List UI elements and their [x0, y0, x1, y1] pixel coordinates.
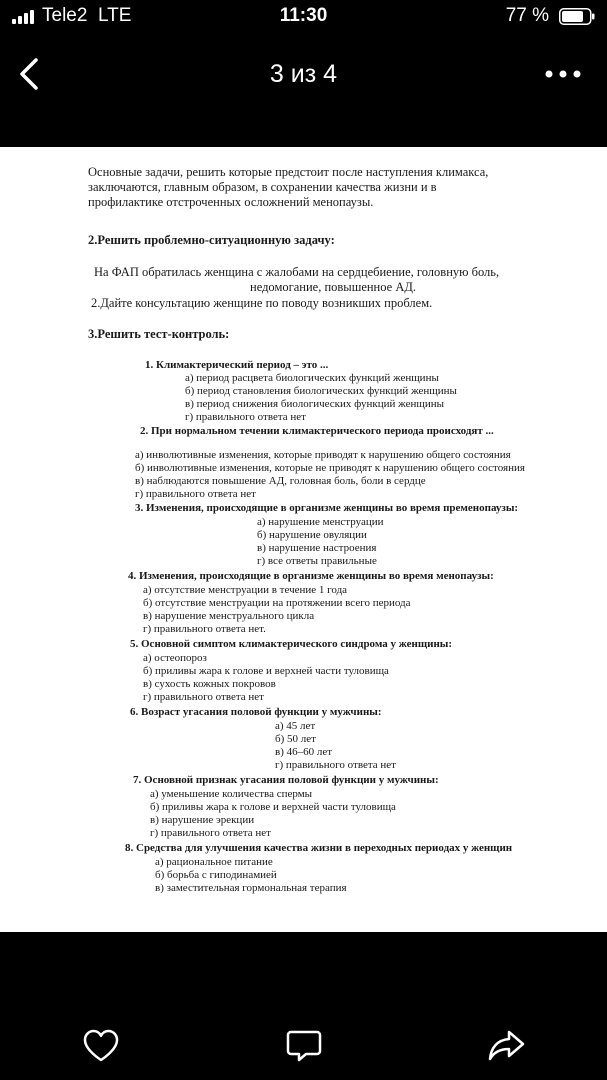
like-button[interactable] [81, 1028, 121, 1064]
answer-option: б) приливы жара к голове и верхней части туловища [143, 665, 389, 677]
answer-option: г) правильного ответа нет [150, 827, 271, 839]
answer-option: а) 45 лет [275, 720, 316, 732]
question-title: 4. Изменения, происходящие в организме женщины во время менопаузы: [128, 570, 494, 582]
answer-option: а) отсутствие менструации в течение 1 года [143, 584, 348, 596]
question-title: 3. Изменения, происходящие в организме женщины во время пременопаузы: [135, 502, 519, 514]
answer-option: а) нарушение менструации [257, 516, 384, 528]
answer-option: б) инволютивные изменения, которые не приводят к нарушению общего состояния [135, 462, 525, 474]
carrier-name: Tele2 [42, 5, 88, 26]
answer-option: в) наблюдаются повышение АД, головная боль, боли в сердце [135, 475, 426, 487]
answer-option: г) правильного ответа нет [135, 488, 256, 500]
answer-option: в) заместительная гормональная терапия [155, 882, 347, 894]
page-counter: 3 из 4 [269, 60, 338, 88]
question-title: 5. Основной симптом климактерического синдрома у женщины: [130, 638, 453, 650]
answer-option: в) нарушение эрекции [150, 814, 255, 826]
answer-option: б) приливы жара к голове и верхней части туловища [150, 801, 396, 813]
section-3-title: 3.Решить тест-контроль: [88, 327, 230, 341]
battery-icon [559, 8, 595, 25]
answer-option: в) сухость кожных покровов [143, 678, 276, 690]
task-line: недомогание, повышенное АД. [250, 280, 417, 294]
clock: 11:30 [279, 5, 328, 26]
answer-option: в) 46–60 лет [275, 746, 333, 758]
battery-percent: 77 % [505, 5, 549, 26]
question-title: 1. Климактерический период – это ... [145, 359, 329, 371]
answer-option: а) остеопороз [143, 652, 207, 664]
intro-line: профилактике отстроченных осложнений менопаузы. [88, 195, 374, 209]
answer-option: а) уменьшение количества спермы [150, 788, 313, 800]
answer-option: г) правильного ответа нет [143, 691, 264, 703]
network-type: LTE [97, 5, 132, 26]
question-title: 7. Основной признак угасания половой функции у мужчины: [133, 774, 439, 786]
intro-line: Основные задачи, решить которые предстоит после наступления климакса, [88, 165, 489, 179]
answer-option: б) период становления биологических функций женщины [185, 385, 457, 397]
answer-option: б) борьба с гиподинамией [155, 869, 277, 881]
answer-option: г) все ответы правильные [257, 555, 377, 567]
section-2-title: 2.Решить проблемно-ситуационную задачу: [88, 233, 335, 247]
answer-option: а) рациональное питание [155, 856, 273, 868]
comment-button[interactable] [284, 1028, 324, 1064]
more-button[interactable] [543, 62, 583, 86]
answer-option: в) нарушение настроения [257, 542, 377, 554]
question-title: 6. Возраст угасания половой функции у мужчины: [130, 706, 382, 718]
answer-option: а) период расцвета биологических функций женщины [185, 372, 439, 384]
comment-icon [288, 1032, 320, 1060]
share-icon [490, 1032, 523, 1059]
nav-bar [0, 40, 607, 110]
intro-line: заключаются, главным образом, в сохранении качества жизни и в [88, 180, 437, 194]
task-line: На ФАП обратилась женщина с жалобами на сердцебиение, головную боль, [94, 265, 500, 279]
more-horizontal-icon [546, 71, 581, 78]
answer-option: в) нарушение менструального цикла [143, 610, 315, 622]
bottom-action-bar [0, 1010, 607, 1080]
answer-option: а) инволютивные изменения, которые приводят к нарушению общего состояния [135, 449, 511, 461]
answer-option: б) 50 лет [275, 733, 316, 745]
answer-option: б) отсутствие менструации на протяжении всего периода [143, 597, 411, 609]
heart-icon [85, 1031, 117, 1060]
task-line: 2.Дайте консультацию женщине по поводу возникших проблем. [91, 296, 433, 310]
answer-option: г) правильного ответа нет [185, 411, 306, 423]
answer-option: б) нарушение овуляции [257, 529, 367, 541]
status-bar [0, 0, 607, 34]
answer-option: г) правильного ответа нет. [143, 623, 266, 635]
answer-option: г) правильного ответа нет [275, 759, 396, 771]
question-title: 2. При нормальном течении климактерического периода происходят ... [140, 425, 494, 437]
question-title: 8. Средства для улучшения качества жизни в переходных периодах у женщин [125, 842, 513, 854]
document-page [0, 147, 607, 932]
answer-option: в) период снижения биологических функций женщины [185, 398, 444, 410]
share-button[interactable] [486, 1028, 526, 1064]
